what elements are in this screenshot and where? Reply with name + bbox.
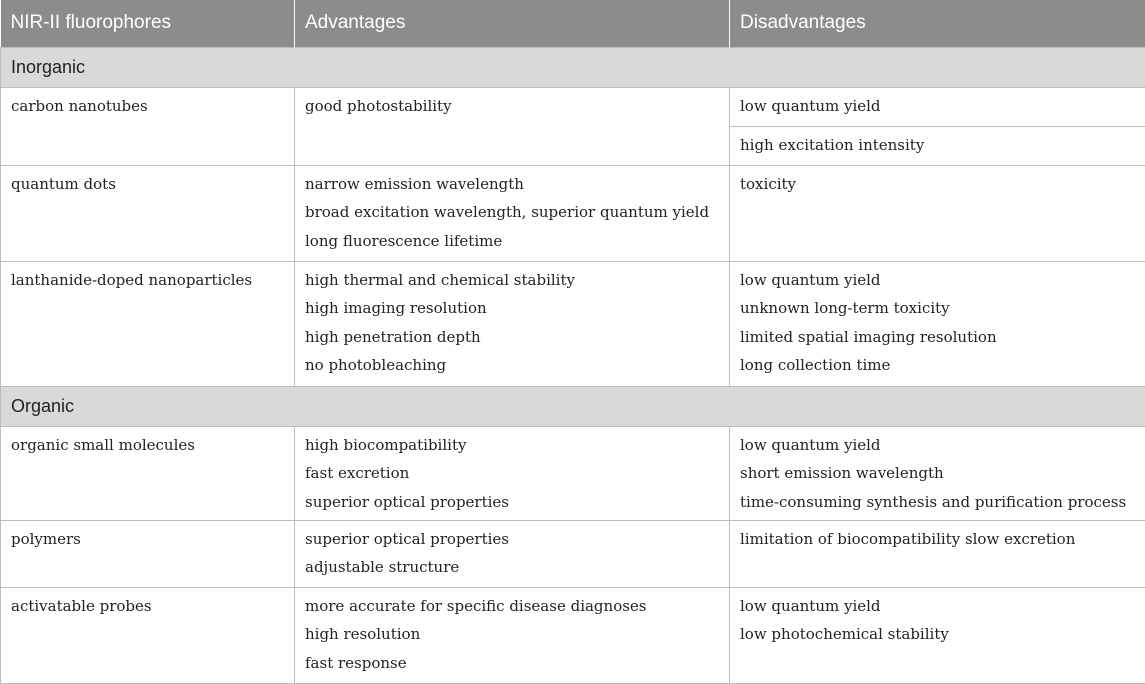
header-fluorophores: NIR-II fluorophores [1,0,295,47]
disadvantage-item: toxicity [740,174,797,193]
advantage-item: high thermal and chemical stability [305,270,575,289]
table-row [1,520,1145,587]
header-disadvantages: Disadvantages [730,0,1145,47]
fluorophore-name: quantum dots [1,165,295,261]
fluorophore-name: carbon nanotubes [1,87,295,165]
advantages-cell [295,261,730,386]
section-row-inorganic [1,47,1145,87]
advantages-cell [295,520,730,587]
advantage-item: no photobleaching [305,356,447,375]
advantages-cell [295,587,730,683]
advantage-item: more accurate for specific disease diagnoses [305,596,647,615]
table-row [1,587,1145,683]
advantage-item: high penetration depth [305,327,481,346]
advantage-item: high resolution [305,625,421,644]
disadvantage-item: short emission wavelength [740,464,944,483]
advantage-item: narrow emission wavelength [305,174,524,193]
advantage-item: broad excitation wavelength, superior quantum yield [305,203,710,222]
advantage-item: superior optical properties [305,529,509,548]
advantage-item: fast excretion [305,464,410,483]
fluorophore-name: polymers [1,520,295,587]
section-title: Organic [1,386,1145,426]
table-row [1,165,1145,261]
disadvantage-item: low quantum yield [740,435,881,454]
disadvantage-item: low photochemical stability [740,625,949,644]
advantages-cell [295,165,730,261]
disadvantage-item: high excitation intensity [740,135,925,154]
disadvantages-cell [730,87,1145,126]
fluorophore-name: organic small molecules [1,426,295,520]
disadvantage-item: limited spatial imaging resolution [740,327,997,346]
table-row [1,426,1145,520]
table-row [1,261,1145,386]
advantage-item: superior optical properties [305,492,509,511]
header-row [1,0,1145,47]
disadvantages-cell [730,520,1145,587]
disadvantage-item: unknown long-term toxicity [740,299,950,318]
advantage-item: adjustable structure [305,558,460,577]
table-row [1,87,1145,126]
disadvantage-item: low quantum yield [740,96,881,115]
disadvantages-cell [730,261,1145,386]
advantage-item: good photostability [305,96,452,115]
advantages-cell [295,426,730,520]
disadvantages-cell [730,587,1145,683]
advantage-item: fast response [305,653,407,672]
disadvantages-cell [730,426,1145,520]
disadvantages-cell [730,165,1145,261]
advantages-cell [295,87,730,165]
advantage-item: high biocompatibility [305,435,467,454]
fluorophore-name: lanthanide-doped nanoparticles [1,261,295,386]
disadvantages-cell [730,126,1145,165]
disadvantage-item: long collection time [740,356,891,375]
fluorophore-name: activatable probes [1,587,295,683]
advantage-item: high imaging resolution [305,299,487,318]
section-row-organic [1,386,1145,426]
section-title: Inorganic [1,47,1145,87]
header-advantages: Advantages [295,0,730,47]
advantage-item: long fluorescence lifetime [305,231,503,250]
disadvantage-item: time-consuming synthesis and purification process [740,492,1127,511]
disadvantage-item: low quantum yield [740,596,881,615]
disadvantage-item: limitation of biocompatibility slow excretion [740,529,1076,548]
disadvantage-item: low quantum yield [740,270,881,289]
